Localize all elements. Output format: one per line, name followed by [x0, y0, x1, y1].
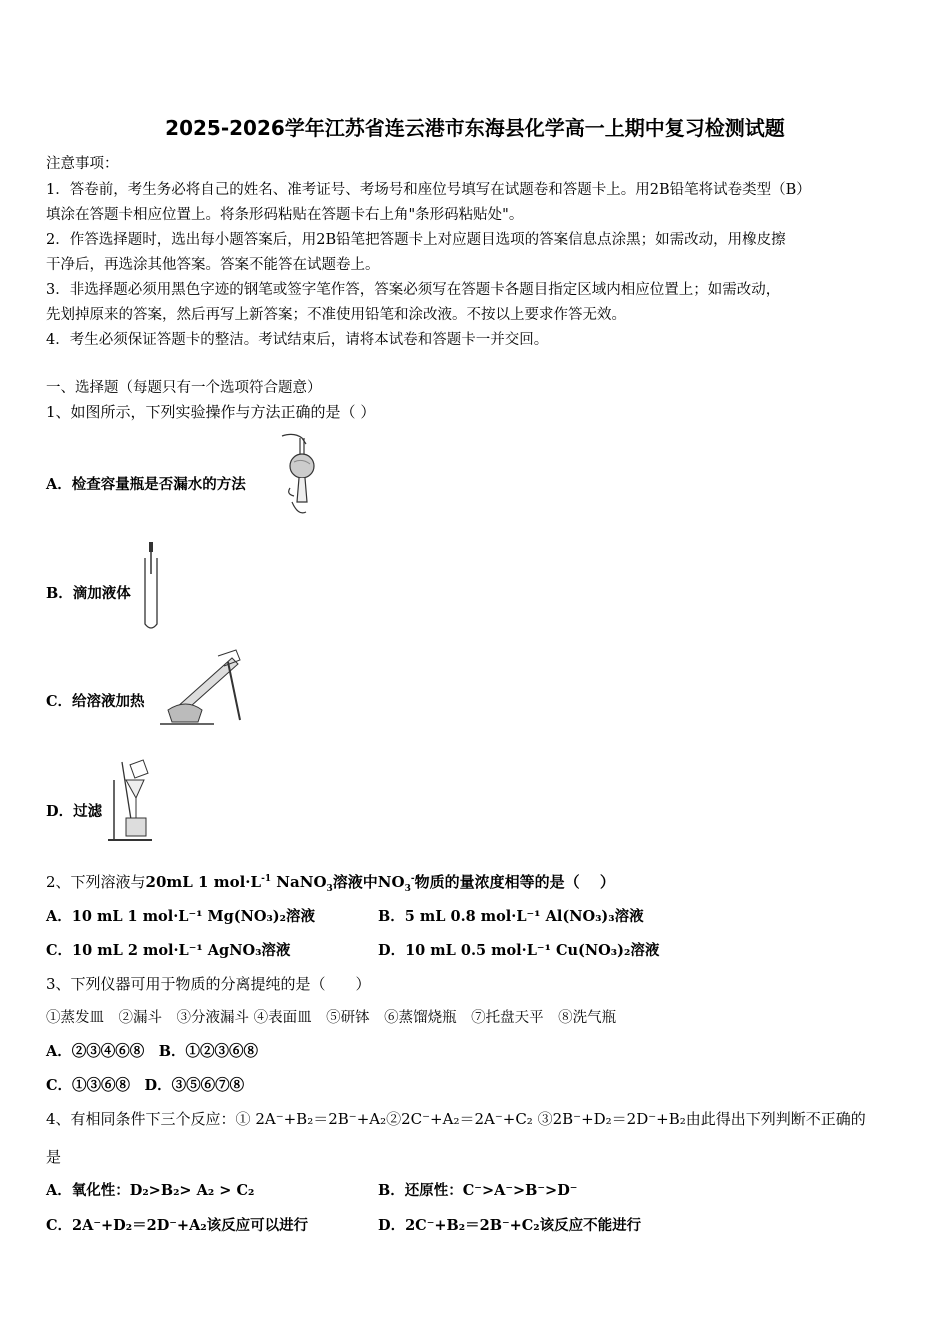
q3-options-cd: C．①③⑥⑧ D．③⑤⑥⑦⑧	[46, 1077, 245, 1094]
q4-option-a: A．氧化性：D₂>B₂> A₂ > C₂	[46, 1182, 255, 1199]
notice-line: 3．非选择题必须用黑色字迹的钢笔或签字笔作答，答案必须写在答题卡各题目指定区域内相应位置上；如需改动，	[46, 282, 781, 298]
q2-stem-sub: 3	[326, 884, 333, 894]
notice-line: 先划掉原来的答案，然后再写上新答案；不准使用铅笔和涂改液。不按以上要求作答无效。	[46, 307, 626, 323]
question-3-stem: 3、下列仪器可用于物质的分离提纯的是（ ）	[46, 975, 371, 993]
q2-stem-ion-sup: -	[410, 874, 415, 884]
q2-stem-post: 物质的量浓度相等的是（ ）	[414, 873, 615, 891]
notice-line: 1．答卷前，考生务必将自己的姓名、准考证号、考场号和座位号填写在试题卷和答题卡上。用2B铅笔将试卷类型（B）	[46, 182, 811, 198]
q2-stem-mid3: 溶液中	[332, 873, 378, 891]
question-4-stem-cont: 是	[46, 1148, 62, 1166]
notice-line: 填涂在答题卡相应位置上。将条形码粘贴在答题卡右上角"条形码粘贴处"。	[46, 207, 524, 223]
page-title: 2025-2026学年江苏省连云港市东海县化学高一上期中复习检测试题	[165, 116, 785, 140]
q2-option-d: D．10 mL 0.5 mol·L⁻¹ Cu(NO₃)₂溶液	[378, 942, 660, 959]
question-4-stem: 4、有相同条件下三个反应：① 2A⁻+B₂＝2B⁻+A₂②2C⁻+A₂＝2A⁻+C₂ ③2B⁻+D₂＝2D⁻+B₂由此得出下列判断不正确的	[46, 1110, 866, 1128]
section-heading: 一、选择题（每题只有一个选项符合题意）	[46, 380, 322, 396]
q4-option-c: C．2A⁻+D₂＝2D⁻+A₂该反应可以进行	[46, 1217, 309, 1234]
question-1-stem: 1、如图所示，下列实验操作与方法正确的是（ ）	[46, 403, 376, 421]
test-tube-dropper-illustration	[140, 540, 164, 632]
q2-option-c: C．10 mL 2 mol·L⁻¹ AgNO₃溶液	[46, 942, 291, 959]
notice-line: 2．作答选择题时，选出每小题答案后，用2B铅笔把答题卡上对应题目选项的答案信息点涂黑；如需改动，用橡皮擦	[46, 232, 786, 248]
q1-option-a: A．检查容量瓶是否漏水的方法	[46, 476, 246, 493]
q3-items: ①蒸发皿 ②漏斗 ③分液漏斗 ④表面皿 ⑤研钵 ⑥蒸馏烧瓶 ⑦托盘天平 ⑧洗气瓶	[46, 1010, 617, 1026]
q2-stem-ion-sub: 3	[404, 884, 411, 894]
question-2-stem	[46, 871, 615, 894]
q4-option-d: D．2C⁻+B₂＝2B⁻+C₂该反应不能进行	[378, 1217, 642, 1234]
q2-option-b: B．5 mL 0.8 mol·L⁻¹ Al(NO₃)₃溶液	[378, 908, 644, 925]
q1-option-d: D．过滤	[46, 803, 103, 820]
q1-option-b: B．滴加液体	[46, 585, 131, 602]
q2-stem-mid: 20mL 1 mol·L	[145, 873, 262, 891]
q1-option-c: C．给溶液加热	[46, 693, 145, 710]
notice-heading: 注意事项：	[46, 156, 119, 172]
q2-option-a: A．10 mL 1 mol·L⁻¹ Mg(NO₃)₂溶液	[46, 908, 316, 925]
q2-stem-mid2: NaNO	[271, 873, 327, 891]
filtration-setup-illustration	[108, 756, 158, 846]
q2-stem-sup: -1	[261, 874, 272, 884]
heating-setup-illustration	[158, 648, 244, 730]
volumetric-flask-illustration	[272, 432, 322, 520]
q4-option-b: B．还原性：C⁻>A⁻>B⁻>D⁻	[378, 1182, 578, 1199]
notice-line: 干净后，再选涂其他答案。答案不能答在试题卷上。	[46, 257, 380, 273]
q2-stem-pre: 2、下列溶液与	[46, 873, 146, 891]
notice-line: 4．考生必须保证答题卡的整洁。考试结束后，请将本试卷和答题卡一并交回。	[46, 332, 549, 348]
q2-stem-ion: NO	[377, 873, 405, 891]
q3-options-ab: A．②③④⑥⑧ B．①②③⑥⑧	[46, 1043, 259, 1060]
